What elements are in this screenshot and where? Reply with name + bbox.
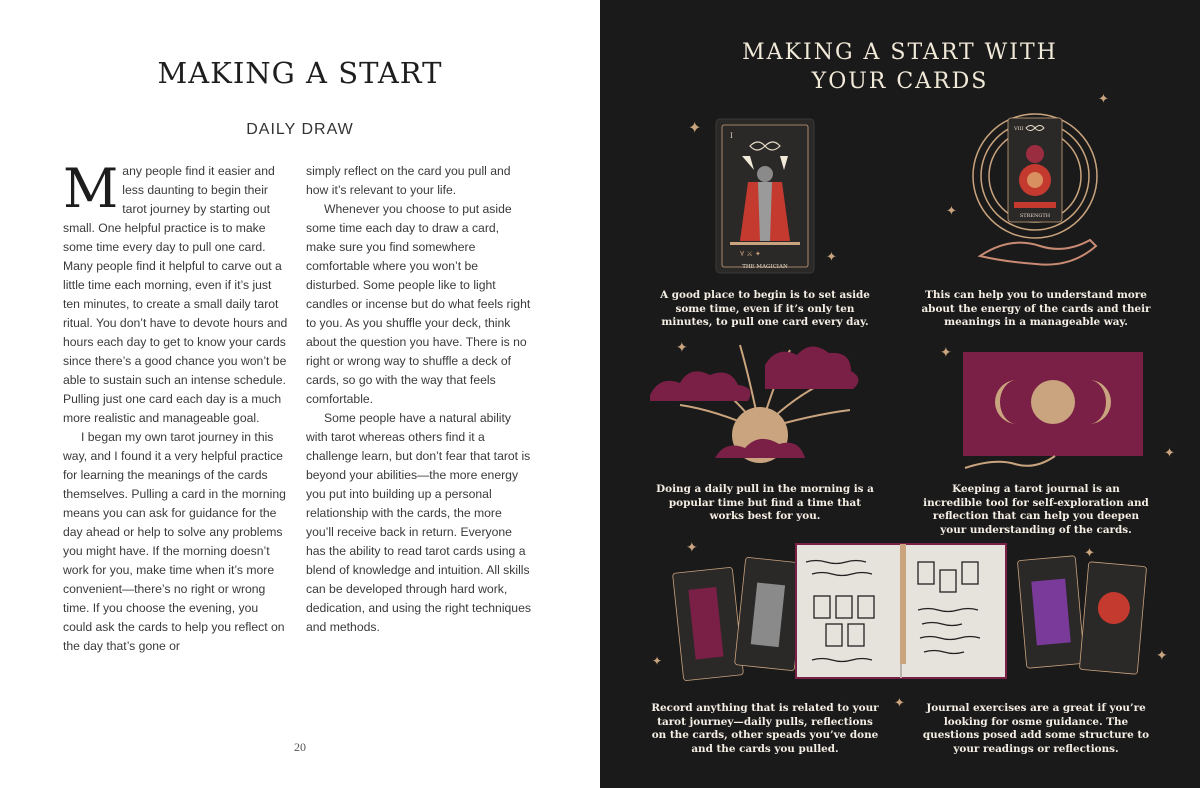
sparkle-icon: ✦ bbox=[946, 204, 957, 219]
journal-moon-illustration bbox=[955, 348, 1155, 478]
sparkle-icon: ✦ bbox=[676, 340, 688, 356]
sparkle-icon: ✦ bbox=[652, 654, 663, 668]
text-column-1 bbox=[63, 157, 289, 656]
drop-cap: M bbox=[63, 157, 119, 220]
cloud-right bbox=[765, 346, 859, 389]
sparkle-icon: ✦ bbox=[1164, 446, 1175, 461]
title-line-1: MAKING A START WITH bbox=[742, 40, 1058, 65]
paragraph-1 bbox=[63, 157, 289, 428]
paragraph-4: Whenever you choose to put aside some time each day to draw a card, make sure you find somewhere comfortable where you won’t be disturbed. Some people like to light candles or incense but do what feels right to you. As you shuffle your deck, think about the question you have. There is no right or wrong way to shuffle a deck of cards, so go with the way that feels comfortable. bbox=[306, 202, 531, 406]
title-line-2: YOUR CARDS bbox=[811, 69, 989, 94]
paragraph-1-text: any people find it easier and less daunting to begin their tarot journey by starting out small. One helpful practice is to make some time every day to pull one card. Many people find it helpful to carve out a little time each morning, even if it’s just ten minutes, to create a small daily tarot ritual. You don’t have to devote hours and hours each day to get to know your cards since there’s a good chance you won’t be able to sustain such an intense schedule. Pulling just one card each day is a much more realistic and manageable goal. bbox=[63, 164, 288, 425]
bookmark-ribbon bbox=[900, 544, 906, 664]
cloud-bottom bbox=[715, 439, 805, 458]
hand-icon bbox=[980, 240, 1096, 265]
sparkle-icon: ✦ bbox=[1084, 546, 1095, 561]
cup-sword-icons: ∀ ⚔ ✦ bbox=[740, 250, 761, 258]
caption-tarot-journal: Keeping a tarot journal is an incredible tool for self-exploration and reflection that can help you deepen your understanding of the cards. bbox=[923, 483, 1149, 536]
full-moon-icon bbox=[1031, 380, 1075, 424]
caption-daily-time: A good place to begin is to set aside some time, even if it’s only ten minutes, to pull one card every day. bbox=[660, 289, 870, 328]
right-page-title bbox=[600, 38, 1200, 96]
strength-card-illustration bbox=[960, 106, 1110, 276]
right-page bbox=[600, 0, 1200, 788]
sunrise-clouds-illustration bbox=[645, 340, 875, 470]
caption-understand-energy: This can help you to understand more about the energy of the cards and their meanings in a manageable way. bbox=[921, 289, 1151, 328]
magician-card-illustration bbox=[710, 116, 820, 276]
section-subtitle: DAILY DRAW bbox=[246, 121, 354, 138]
sparkle-icon: ✦ bbox=[1156, 648, 1168, 664]
caption-morning-pull: Doing a daily pull in the morning is a popular time but find a time that works best for you. bbox=[656, 483, 874, 522]
page-number: 20 bbox=[294, 740, 306, 754]
paragraph-3: simply reflect on the card you pull and how it’s relevant to your life. bbox=[306, 164, 511, 197]
sparkle-icon: ✦ bbox=[688, 118, 702, 137]
card-number: I bbox=[730, 132, 733, 140]
strength-number: VIII bbox=[1014, 126, 1024, 132]
sparkle-icon: ✦ bbox=[686, 540, 698, 556]
caption-record-anything: Record anything that is related to your tarot journey—daily pulls, reflections on the cards, other speads you’ve done and the cards you pulled. bbox=[651, 702, 879, 755]
text-column-2 bbox=[306, 162, 532, 637]
paragraph-2: I began my own tarot journey in this way, and I found it a very helpful practice for learning the meanings of the cards themselves. Pulling a card in the morning means you can ask for guidance for the day ahead or help to solve any problems you might have. If the morning doesn’t work for you, make time when it’s more convenient—there’s no right or wrong time. If you choose the evening, you could ask the cards to help you reflect on the day that’s gone or bbox=[63, 430, 286, 653]
card-label: THE MAGICIAN bbox=[742, 264, 788, 270]
strength-label: STRENGTH bbox=[1019, 213, 1051, 219]
journal-cards-illustration bbox=[672, 538, 1152, 688]
caption-journal-exercises: Journal exercises are a great if you’re looking for osme guidance. The questions posed add some structure to your readings or reflections. bbox=[922, 702, 1150, 755]
sparkle-icon: ✦ bbox=[940, 345, 952, 361]
sparkle-icon: ✦ bbox=[826, 250, 837, 265]
paragraph-5: Some people have a natural ability with tarot whereas others find it a challenge learn, but don’t fear that tarot is beyond your abilities—the more energy you put into building up a personal relationship with the cards, the more you’ll receive back in return. Everyone has the ability to read tarot cards using a blend of knowledge and intuition. All skills can be developed through hard work, dedication, and using the right techniques and methods. bbox=[306, 411, 531, 634]
sparkle-icon: ✦ bbox=[1098, 92, 1109, 107]
cloud-left bbox=[650, 371, 750, 401]
page-title: MAKING A START bbox=[157, 56, 443, 90]
sparkle-icon: ✦ bbox=[894, 696, 905, 711]
